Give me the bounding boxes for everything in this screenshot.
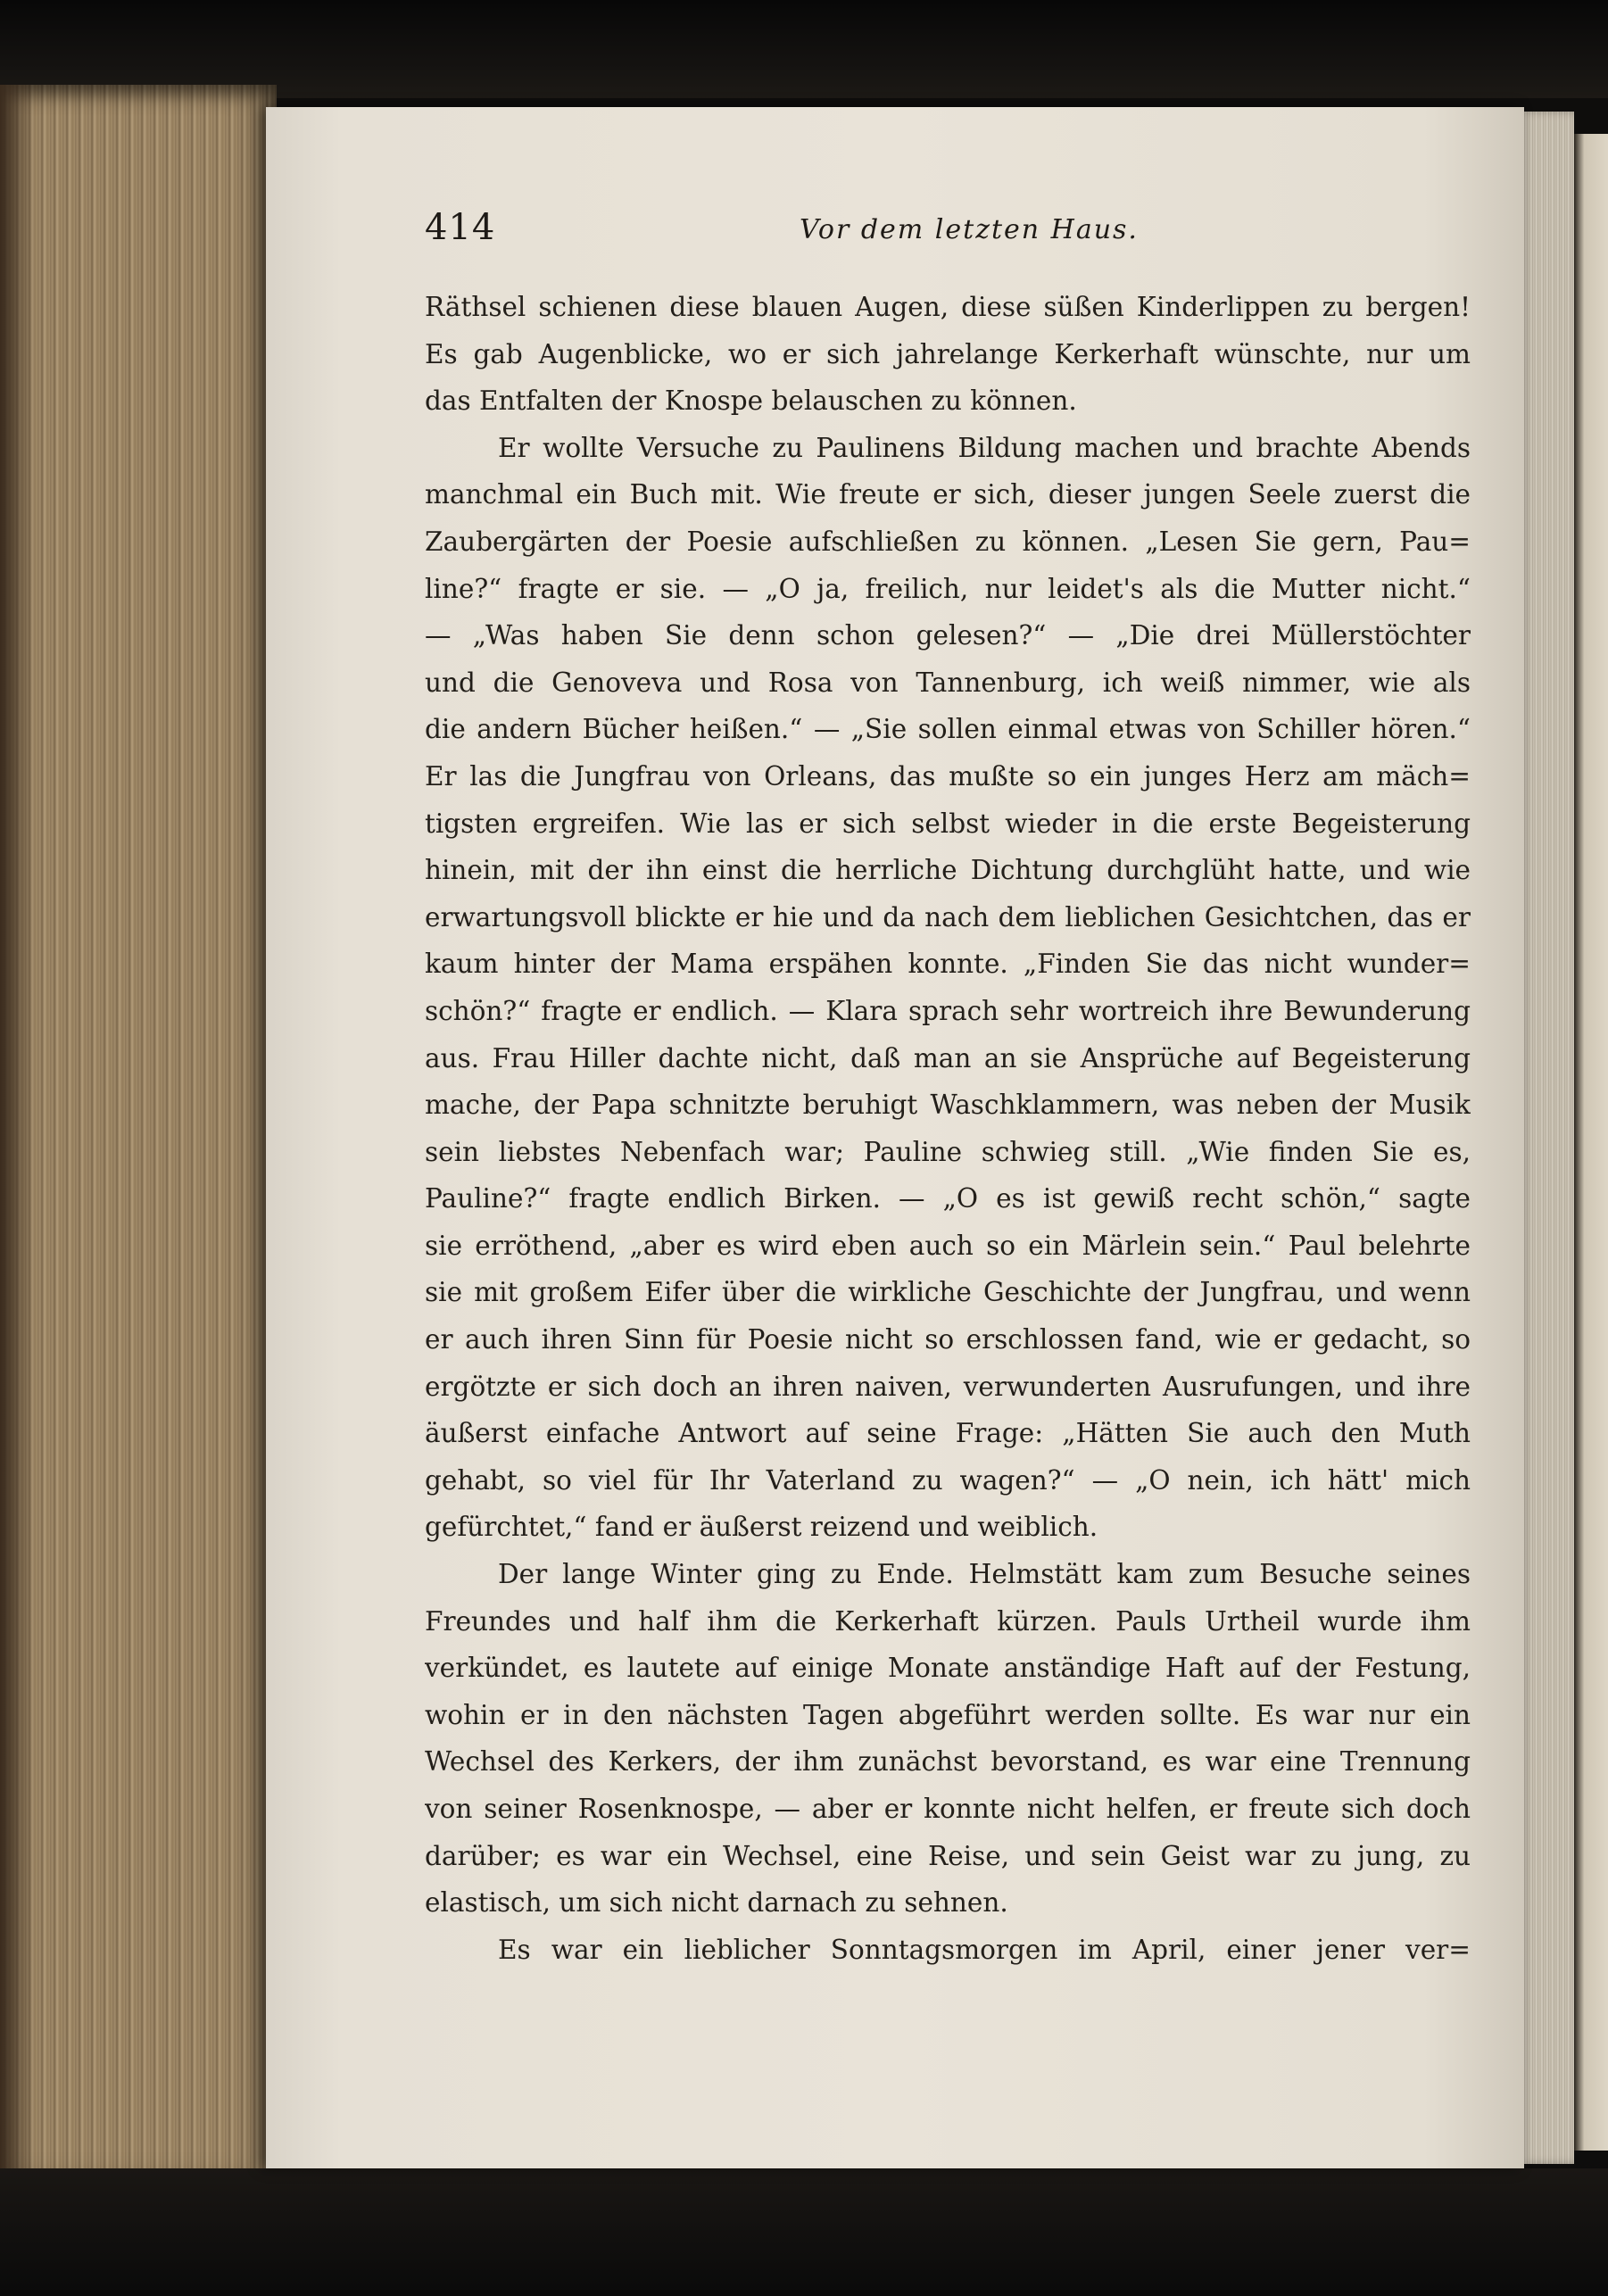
text-line: kaum hinter der Mama erspähen konnte. „Finden Sie das nicht wunder= [425, 949, 1471, 980]
text-line: die andern Bücher heißen.“ — „Sie sollen einmal etwas von Schiller hören.“ [425, 714, 1471, 745]
text-line: Pauline?“ fragte endlich Birken. — „O es ist gewiß recht schön,“ sagte [425, 1183, 1471, 1214]
text-line: Freundes und half ihm die Kerkerhaft kürzen. Pauls Urtheil wurde ihm [425, 1605, 1471, 1637]
text-line: tigsten ergreifen. Wie las er sich selbst wieder in die erste Begeisterung [425, 808, 1471, 839]
text-line: verkündet, es lautete auf einige Monate anständige Haft auf der Festung, [425, 1653, 1471, 1684]
next-page-edge [1574, 134, 1608, 2151]
background-shadow-bottom [0, 2168, 1608, 2296]
text-line: ergötzte er sich doch an ihren naiven, verwunderten Ausrufungen, und ihre [425, 1371, 1471, 1402]
text-line: gehabt, so viel für Ihr Vaterland zu wagen?“ — „O nein, ich hätt' mich [425, 1464, 1471, 1496]
text-line: er auch ihren Sinn für Poesie nicht so erschlossen fand, wie er gedacht, so [425, 1324, 1471, 1355]
body-text [425, 284, 1471, 1973]
left-page-edges [0, 85, 277, 2182]
text-line: mache, der Papa schnitzte beruhigt Waschklammern, was neben der Musik [425, 1090, 1471, 1121]
text-line: Es gab Augenblicke, wo er sich jahrelange Kerkerhaft wünschte, nur um [425, 338, 1471, 369]
text-line: und die Genoveva und Rosa von Tannenburg, ich weiß nimmer, wie als [425, 667, 1471, 698]
text-line: darüber; es war ein Wechsel, eine Reise, und sein Geist war zu jung, zu [425, 1840, 1471, 1871]
text-line: Zaubergärten der Poesie aufschließen zu können. „Lesen Sie gern, Pau= [425, 526, 1471, 557]
text-line: Wechsel des Kerkers, der ihm zunächst bevorstand, es war eine Trennung [425, 1746, 1471, 1778]
page-number: 414 [425, 207, 496, 248]
text-line: sein liebstes Nebenfach war; Pauline schwieg still. „Wie finden Sie es, [425, 1136, 1471, 1167]
text-line: sie erröthend, „aber es wird eben auch so ein Märlein sein.“ Paul belehrte [425, 1230, 1471, 1261]
text-line: manchmal ein Buch mit. Wie freute er sich, dieser jungen Seele zuerst die [425, 479, 1471, 510]
text-line: von seiner Rosenknospe, — aber er konnte nicht helfen, er freute sich doch [425, 1794, 1471, 1824]
text-line: schön?“ fragte er endlich. — Klara sprach sehr wortreich ihre Bewunderung [425, 995, 1471, 1026]
text-line: erwartungsvoll blickte er hie und da nach dem lieblichen Gesichtchen, das er [425, 901, 1471, 932]
text-line: Er las die Jungfrau von Orleans, das mußte so ein junges Herz am mäch= [425, 760, 1471, 792]
text-line: elastisch, um sich nicht darnach zu sehnen. [425, 1887, 1008, 1919]
text-line: Es war ein lieblicher Sonntagsmorgen im April, einer jener ver= [498, 1934, 1471, 1965]
text-line: aus. Frau Hiller dachte nicht, daß man an sie Ansprüche auf Begeisterung [425, 1042, 1471, 1073]
running-head: Vor dem letzten Haus. [800, 214, 1139, 245]
text-line: Er wollte Versuche zu Paulinens Bildung machen und brachte Abends [498, 432, 1471, 463]
right-page-edges [1517, 112, 1574, 2164]
background-shadow-top [0, 0, 1608, 98]
text-line: wohin er in den nächsten Tagen abgeführt werden sollte. Es war nur ein [425, 1699, 1471, 1730]
text-line: hinein, mit der ihn einst die herrliche Dichtung durchglüht hatte, und wie [425, 855, 1471, 886]
text-line: sie mit großem Eifer über die wirkliche Geschichte der Jungfrau, und wenn [425, 1277, 1471, 1308]
text-line: äußerst einfache Antwort auf seine Frage: „Hätten Sie auch den Muth [425, 1418, 1471, 1449]
text-line: Der lange Winter ging zu Ende. Helmstätt kam zum Besuche seines [498, 1559, 1471, 1590]
left-binding-shadow [0, 85, 36, 2182]
page-header [425, 207, 1478, 261]
text-line: — „Was haben Sie denn schon gelesen?“ — „Die drei Müllerstöchter [425, 620, 1471, 651]
text-line: Räthsel schienen diese blauen Augen, diese süßen Kinderlippen zu bergen! [425, 292, 1471, 322]
text-line: gefürchtet,“ fand er äußerst reizend und weiblich. [425, 1512, 1098, 1543]
text-line: line?“ fragte er sie. — „O ja, freilich, nur leidet's als die Mutter nicht.“ [425, 573, 1471, 604]
text-line: das Entfalten der Knospe belauschen zu können. [425, 385, 1077, 417]
